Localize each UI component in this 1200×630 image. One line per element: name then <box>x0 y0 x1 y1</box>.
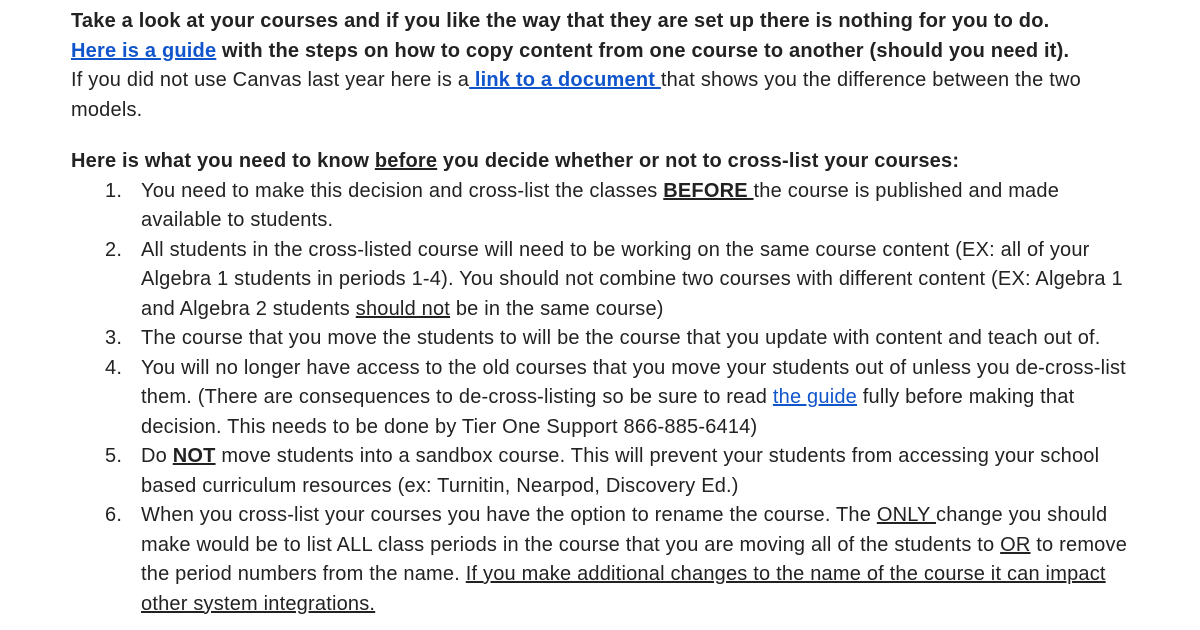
list-item <box>71 354 1141 443</box>
item-emphasis: If you make additional changes to the name of the course it can impact other system integrations. <box>141 563 1106 615</box>
item-emphasis: OR <box>1000 533 1031 556</box>
item-text: fully before making that decision. This needs to be done by Tier One Support 866-885-6414) <box>141 386 1075 438</box>
item-text: When you cross-list your courses you have the option to rename the course. The <box>141 504 877 526</box>
list-number: 4. <box>105 356 123 379</box>
item-emphasis: NOT <box>172 445 216 467</box>
requirements-list <box>71 177 1141 620</box>
document-link[interactable]: link to a document <box>469 69 661 91</box>
heading-start: Here is what you need to know <box>71 150 375 172</box>
canvas-line-start: If you did not use Canvas last year here is a <box>71 69 470 91</box>
section-heading <box>71 147 1141 177</box>
item-emphasis: ONLY <box>876 504 936 526</box>
item-text: All students in the cross-listed course will need to be working on the same course content (EX: all of your Algebra 1 students in periods 1-4). You should not combine two courses with different content (EX: Algebra 1 and Algebra 2 students <box>141 238 1123 320</box>
canvas-line <box>71 66 1141 125</box>
item-text: move students into a sandbox course. This will prevent your students from accessing your school based curriculum resources (ex: Turnitin, Nearpod, Discovery Ed.) <box>141 445 1100 497</box>
list-number: 6. <box>105 504 123 526</box>
item-text: You will no longer have access to the old courses that you move your students out of unless you de-cross-list them. (There are consequences to de-cross-listing so be sure to read <box>141 356 1126 408</box>
item-text: to remove the period numbers from the name. <box>141 533 1128 585</box>
item-text: Do <box>141 445 173 467</box>
list-item <box>71 442 1141 501</box>
item-text: You need to make this decision and cross-list the classes <box>141 179 664 202</box>
the-guide-link[interactable]: the guide <box>772 386 857 408</box>
list-item <box>71 177 1141 236</box>
item-text: be in the same course) <box>450 297 664 320</box>
guide-link[interactable]: Here is a guide <box>71 39 217 62</box>
heading-emphasis: before <box>374 150 438 172</box>
list-number: 5. <box>105 445 123 467</box>
paragraph-gap <box>71 125 1141 147</box>
item-emphasis: should not <box>355 297 451 320</box>
list-number: 1. <box>105 179 123 202</box>
guide-line <box>71 37 1141 67</box>
list-number: 2. <box>105 238 123 261</box>
item-emphasis: BEFORE <box>663 179 754 202</box>
guide-line-text: with the steps on how to copy content from one course to another (should you need it). <box>216 39 1070 62</box>
item-text: the course is published and made available to students. <box>141 179 1060 231</box>
list-item <box>71 501 1141 619</box>
item-text: The course that you move the students to will be the course that you update with content and teach out of. <box>141 327 1101 349</box>
item-text: change you should make would be to list ALL class periods in the course that you are moving all of the students to <box>141 504 1108 556</box>
document-body <box>71 7 1141 619</box>
list-item <box>71 236 1141 325</box>
canvas-line-end: that shows you the difference between the two models. <box>71 69 1081 121</box>
list-number: 3. <box>105 327 123 349</box>
heading-end: you decide whether or not to cross-list your courses: <box>437 150 960 172</box>
intro-line: Take a look at your courses and if you like the way that they are set up there is nothing for you to do. <box>71 10 1050 32</box>
list-item <box>71 324 1141 354</box>
